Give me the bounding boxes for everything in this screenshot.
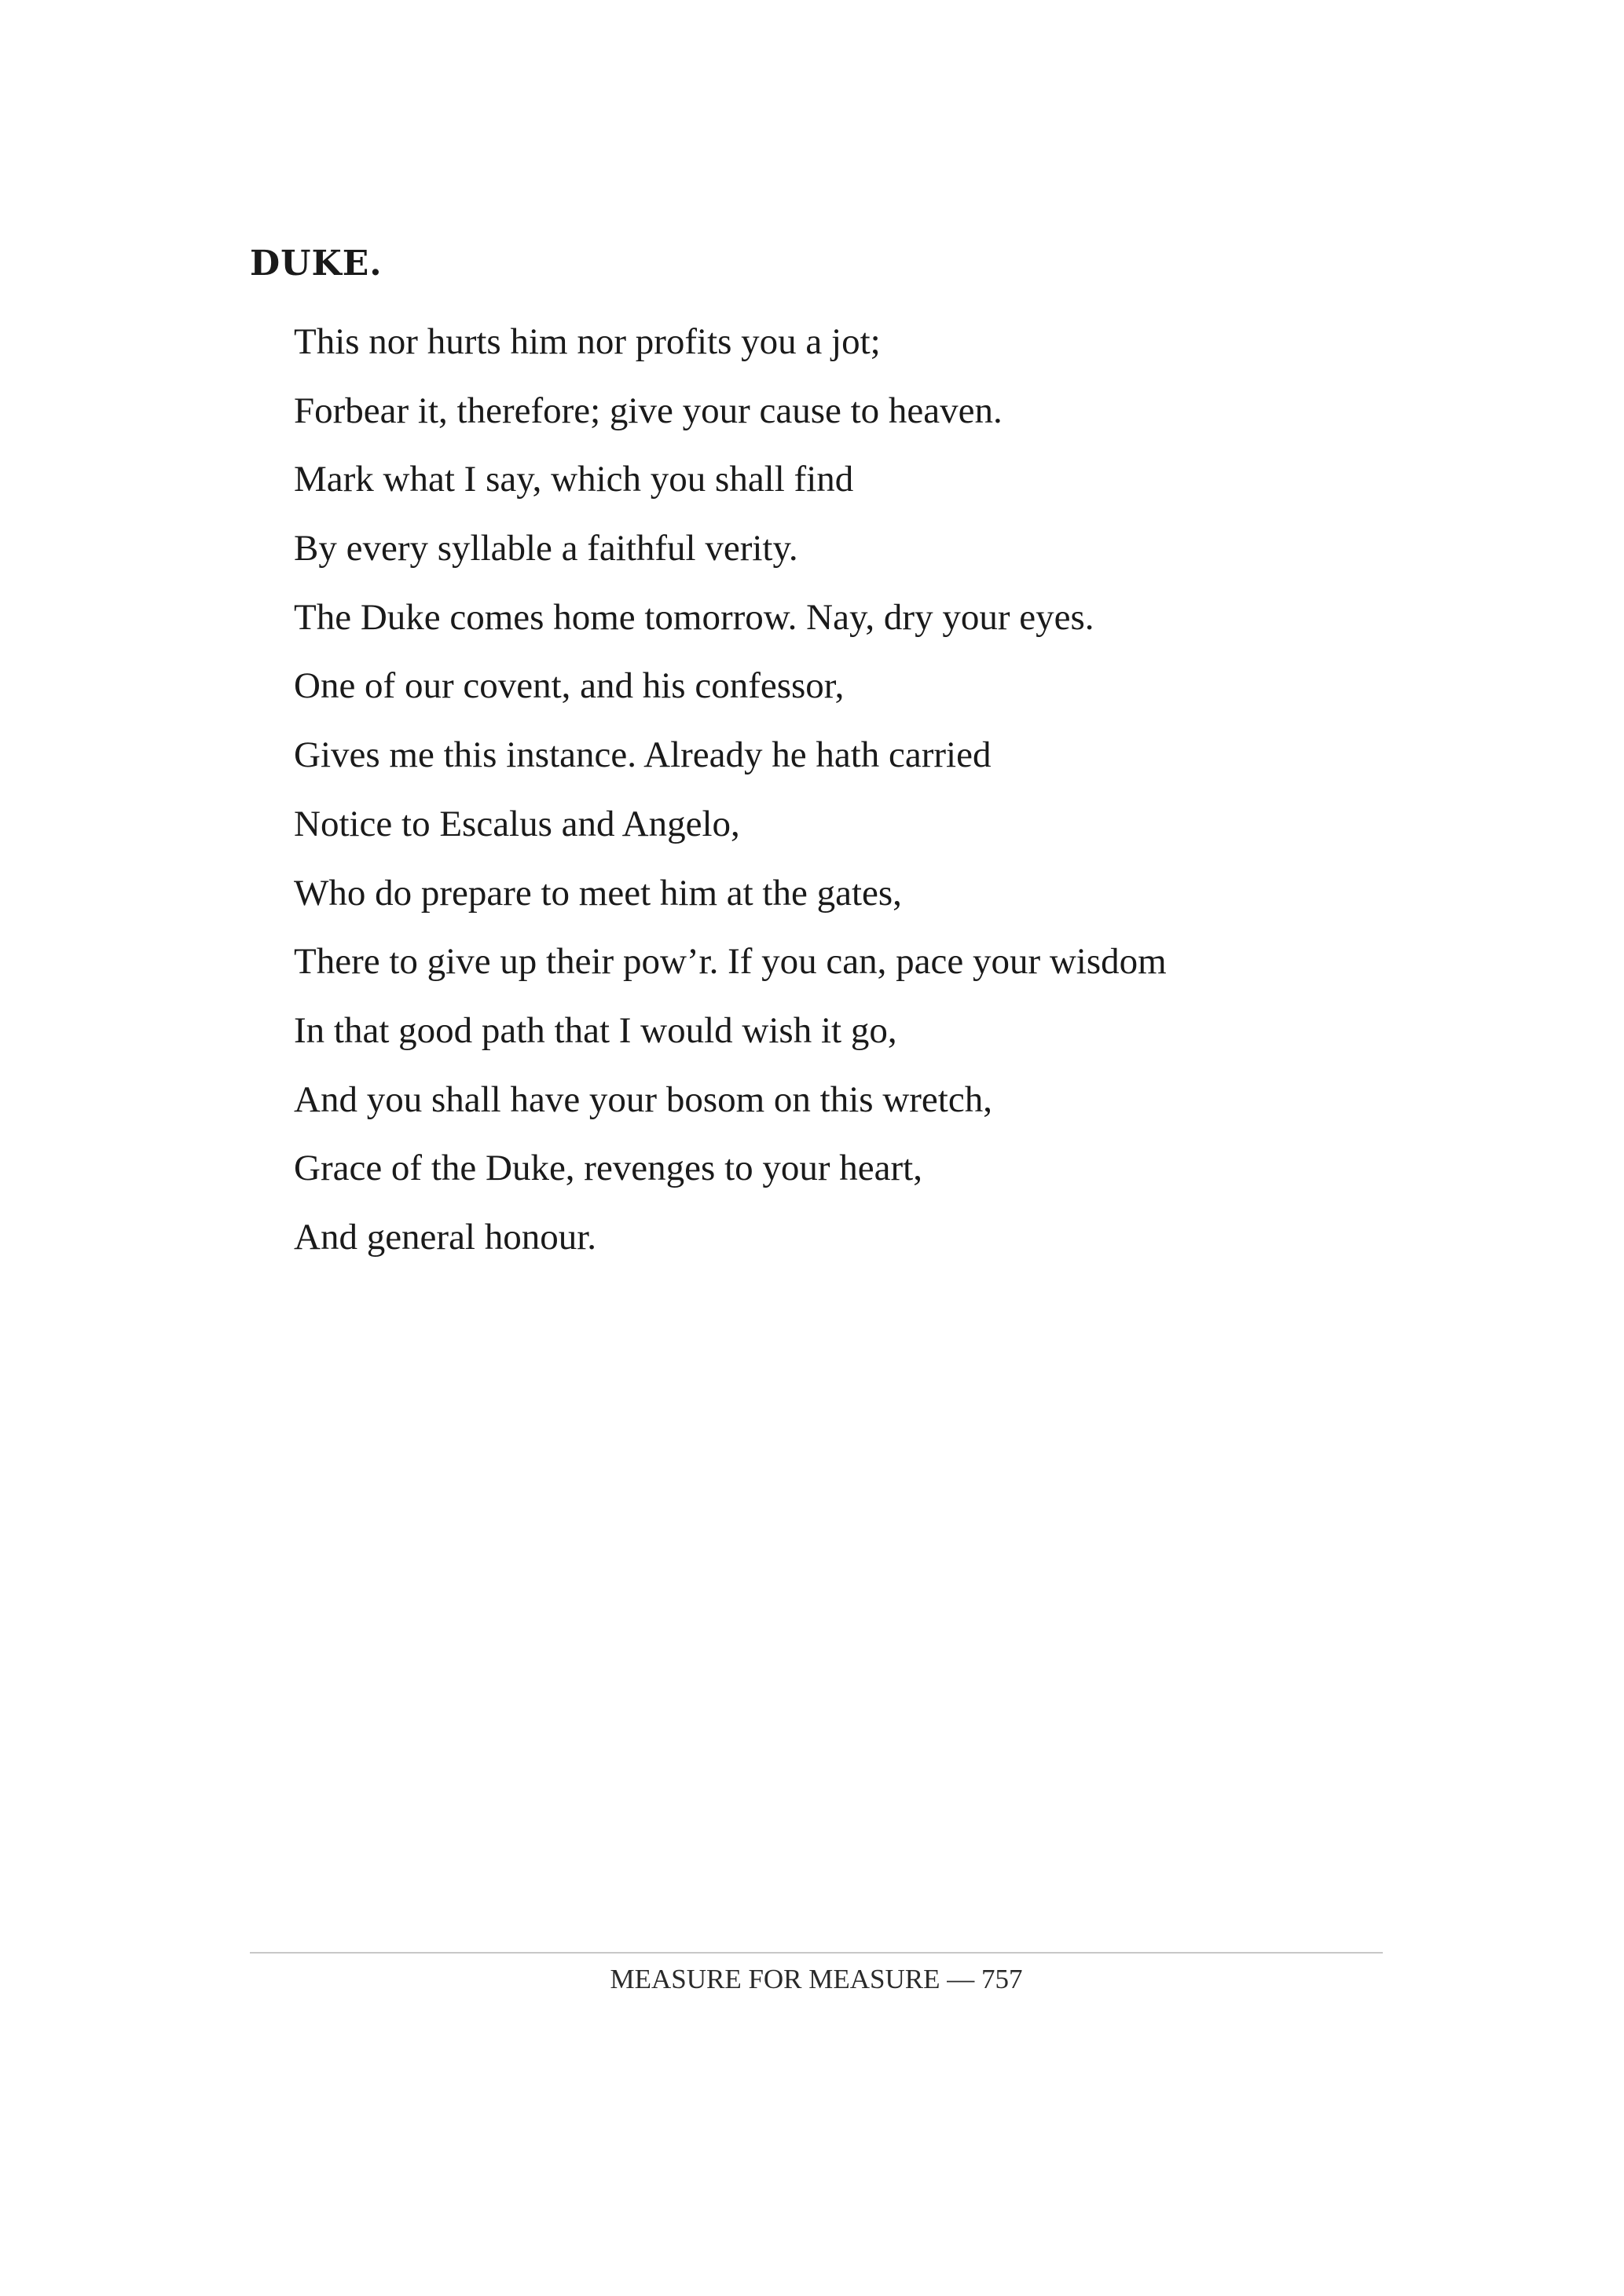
verse-line: The Duke comes home tomorrow. Nay, dry your eyes. (294, 596, 1094, 638)
verse-line: Who do prepare to meet him at the gates, (294, 872, 902, 914)
verse-line: This nor hurts him nor profits you a jot; (294, 321, 881, 362)
verse-line: And general honour. (294, 1216, 597, 1258)
verse-line: By every syllable a faithful verity. (294, 528, 798, 569)
page-footer: MEASURE FOR MEASURE — 757 (610, 1964, 1023, 1994)
verse-line: In that good path that I would wish it go, (294, 1009, 897, 1051)
footer-divider (250, 1952, 1383, 1954)
verse-line: Notice to Escalus and Angelo, (294, 803, 740, 844)
verse-line: One of our covent, and his confessor, (294, 665, 845, 707)
verse-line: And you shall have your bosom on this wretch, (294, 1078, 992, 1120)
verse-line: Grace of the Duke, revenges to your heart, (294, 1148, 922, 1189)
verse-block (294, 308, 1167, 1273)
verse-line: Gives me this instance. Already he hath carried (294, 734, 992, 776)
speaker-name: DUKE. (250, 244, 383, 284)
verse-line: Mark what I say, which you shall find (294, 459, 854, 500)
verse-line: There to give up their pow’r. If you can, pace your wisdom (294, 941, 1167, 983)
verse-line: Forbear it, therefore; give your cause to heaven. (294, 390, 1003, 431)
